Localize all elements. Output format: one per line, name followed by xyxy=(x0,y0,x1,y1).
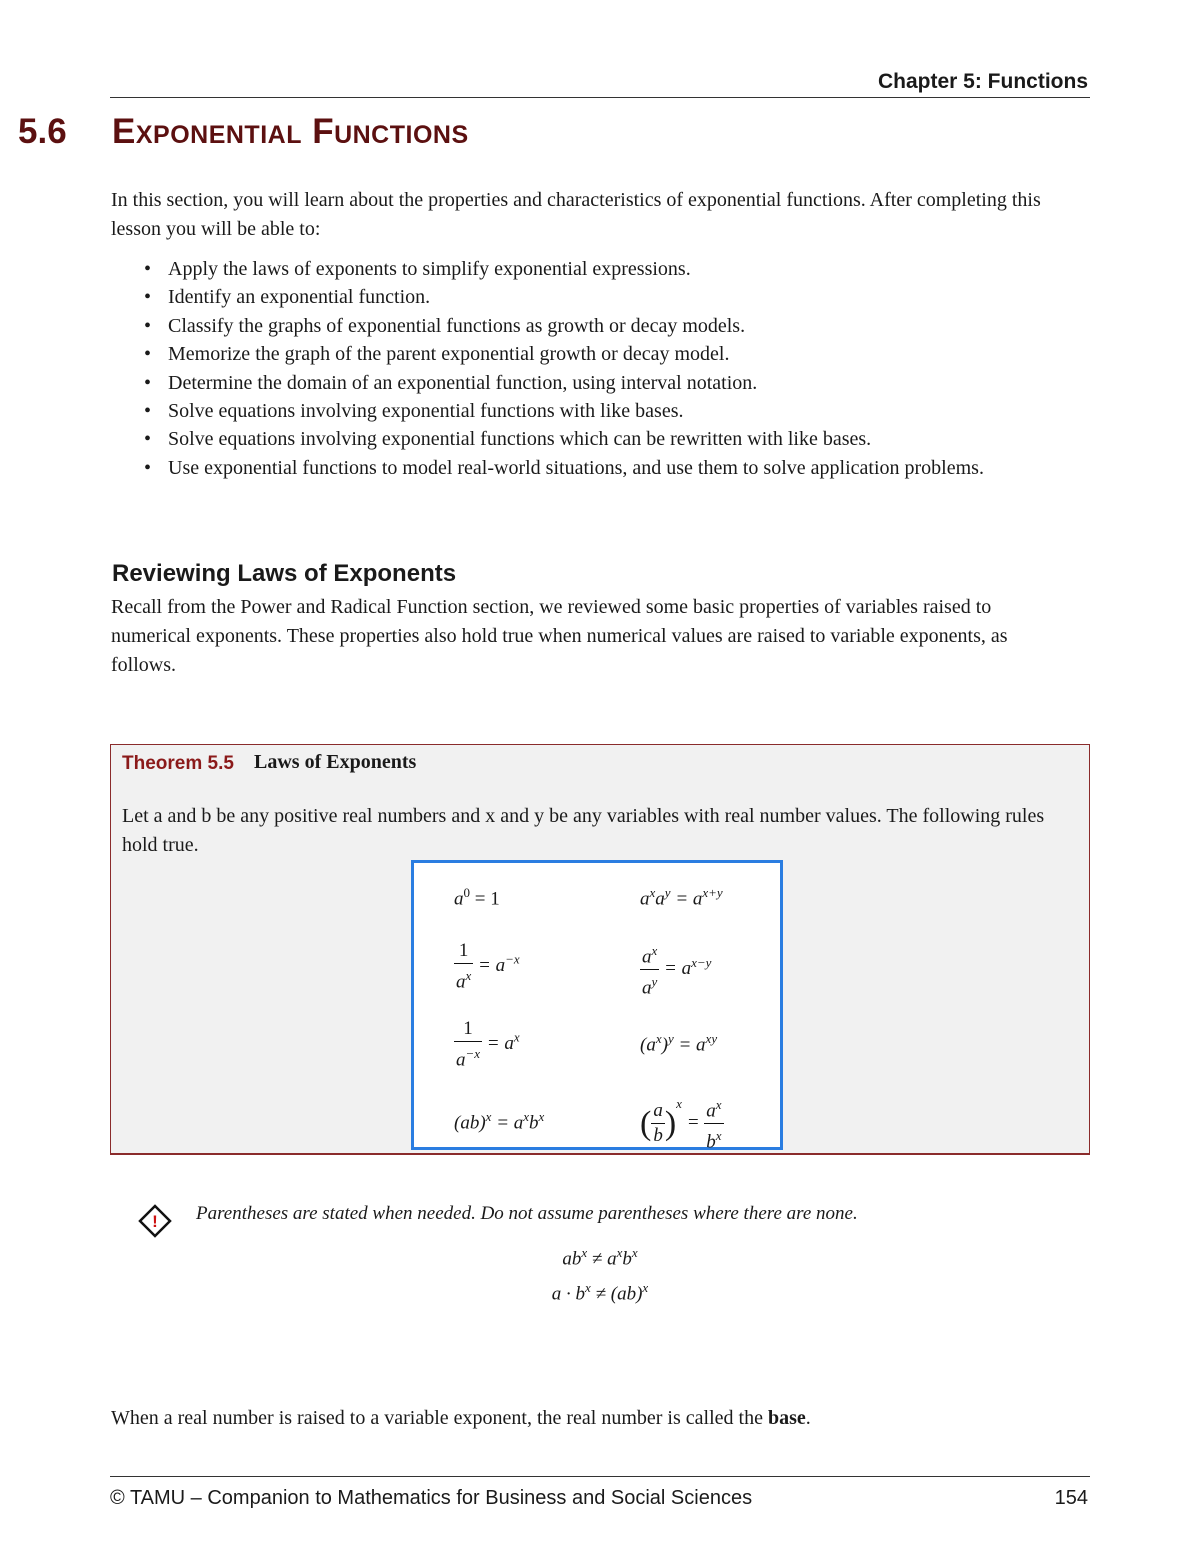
theorem-box xyxy=(110,744,1090,1155)
bullet: • xyxy=(144,400,152,423)
list-item xyxy=(140,283,1060,311)
page-number: 154 xyxy=(1054,1487,1088,1509)
list-item xyxy=(140,369,1060,397)
footer-rule xyxy=(110,1476,1090,1477)
theorem-text: Let a and b be any positive real numbers and x and y be any variables with real number values. The following rules hold true. xyxy=(122,805,1045,856)
bullet: • xyxy=(144,456,152,479)
fraction: $\frac{a}{b}$ xyxy=(653,1100,663,1147)
objective-text: Identify an exponential function. xyxy=(168,286,431,309)
intro-paragraph: In this section, you will learn about the properties and characteristics of exponential functions. After completing this lesson you will be able to: xyxy=(111,189,1041,240)
laws-of-exponents-box xyxy=(411,860,783,1153)
law-reciprocal-negative: $\frac{1}{a^{-x}}$ = $a^x$ xyxy=(456,1018,520,1071)
law-negative-exponent: $\frac{1}{a^x}$ = $a^{-x}$ xyxy=(456,940,520,993)
fraction: $\frac{a^x}{a^y}$ xyxy=(640,939,659,1001)
base-definition-paragraph: When a real number is raised to a variable exponent, the real number is called the base. xyxy=(111,1407,811,1429)
law-product-power: $(ab)^x = a^xb^x$ xyxy=(454,1109,545,1134)
header-rule xyxy=(110,97,1090,98)
objective-text: Solve equations involving exponential functions which can be rewritten with like bases. xyxy=(168,428,872,451)
theorem-label: Theorem 5.5 xyxy=(122,753,234,774)
base-term: base xyxy=(767,1407,806,1429)
law-zero-exponent: $a^0 = 1$ xyxy=(454,885,500,910)
warning-mark: ! xyxy=(152,1212,158,1231)
objective-text: Determine the domain of an exponential function, using interval notation. xyxy=(168,371,758,394)
list-item xyxy=(140,255,1060,283)
list-item xyxy=(140,397,1060,425)
bullet: • xyxy=(144,343,152,366)
objective-text: Solve equations involving exponential functions with like bases. xyxy=(168,400,684,423)
law-quotient-power: ( $\frac{a}{b}$ )$^x$ = $\frac{a^x}{b^x}$ xyxy=(640,1093,724,1155)
note-text: Parentheses are stated when needed. Do not assume parentheses where there are none. xyxy=(196,1203,858,1224)
fraction: $\frac{a^x}{b^x}$ xyxy=(704,1093,723,1155)
law-power-rule: $(a^x)^y = a^{xy}$ xyxy=(640,1031,718,1056)
bullet: • xyxy=(144,258,152,280)
inequality-1: $ab^x \ne a^xb^x$ xyxy=(562,1245,638,1270)
bullet: • xyxy=(144,371,152,394)
copyright-icon: © xyxy=(110,1487,125,1509)
bullet: • xyxy=(144,286,152,309)
section-number: 5.6 xyxy=(18,112,67,151)
objective-text: Classify the graphs of exponential functions as growth or decay models. xyxy=(168,314,746,337)
list-item xyxy=(140,340,1060,368)
fraction: $\frac{1}{a^{-x}}$ xyxy=(456,1018,481,1071)
list-item xyxy=(140,454,1060,482)
warning-diamond-icon xyxy=(138,1204,172,1238)
objective-text: Memorize the graph of the parent exponential growth or decay model. xyxy=(168,343,730,366)
review-paragraph: Recall from the Power and Radical Function section, we reviewed some basic properties of variables raised to numerical exponents. These properties also hold true when numerical values are raised to variable exponents, as follows. xyxy=(111,596,1008,676)
list-item xyxy=(140,312,1060,340)
theorem-title: Laws of Exponents xyxy=(254,751,417,773)
inequality-2: $a \cdot b^x \ne (ab)^x$ xyxy=(551,1280,649,1305)
bullet: • xyxy=(144,428,152,451)
bullet: • xyxy=(144,314,152,337)
law-product-rule: $a^xa^y = a^{x+y}$ xyxy=(640,885,723,910)
section-title: Exponential Functions xyxy=(112,112,469,151)
fraction: $\frac{1}{a^x}$ xyxy=(456,940,472,993)
footer-text: © TAMU – Companion to Mathematics for Business and Social Sciences xyxy=(110,1487,753,1509)
list-item xyxy=(140,425,1060,453)
objectives-list xyxy=(140,255,1060,482)
objective-text: Apply the laws of exponents to simplify exponential expressions. xyxy=(168,258,691,280)
law-quotient-rule: $\frac{a^x}{a^y}$ = $a^{x-y}$ xyxy=(640,939,711,1001)
objective-text: Use exponential functions to model real-world situations, and use them to solve application problems. xyxy=(168,456,984,479)
subsection-heading: Reviewing Laws of Exponents xyxy=(112,560,457,587)
running-head: Chapter 5: Functions xyxy=(877,70,1088,93)
